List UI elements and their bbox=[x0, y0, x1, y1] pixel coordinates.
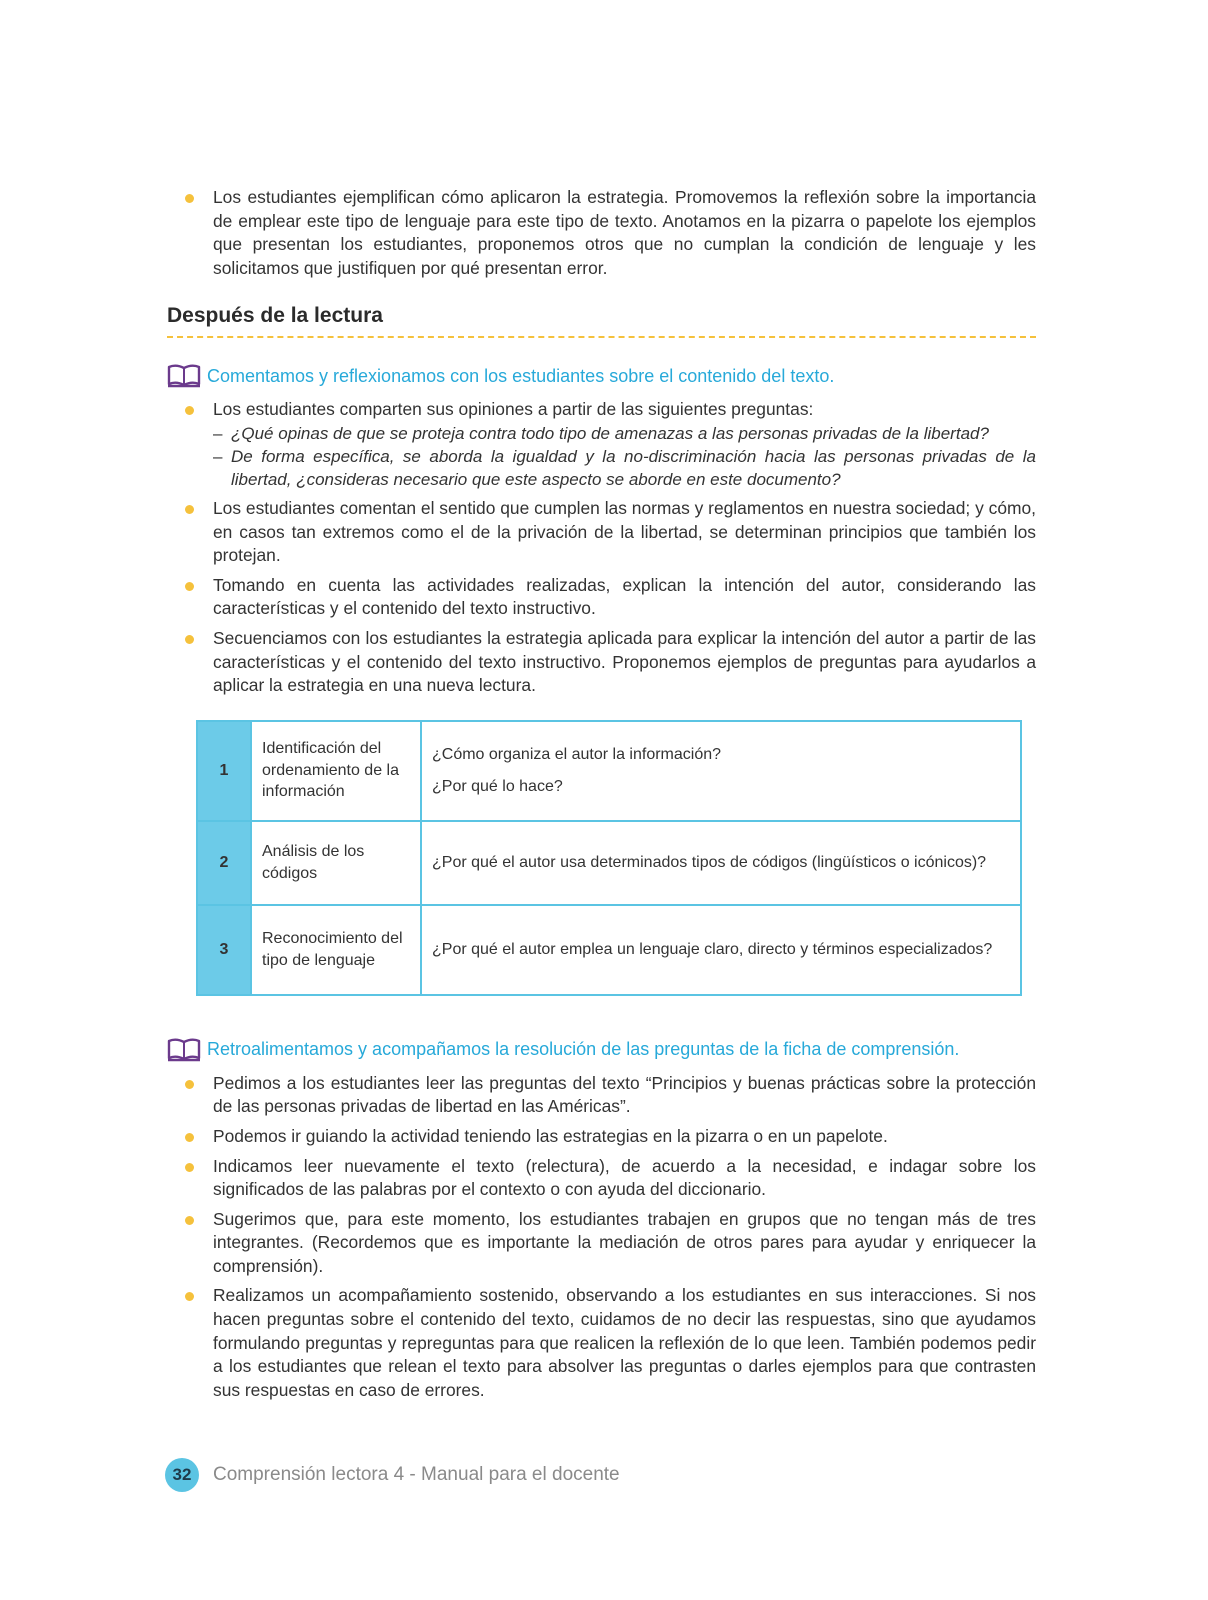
table-row bbox=[197, 721, 1021, 821]
strategy-questions: ¿Por qué el autor emplea un lenguaje claro, directo y términos especializados? bbox=[421, 905, 1021, 995]
subheading-feedback: Retroalimentamos y acompañamos la resolución de las preguntas de la ficha de comprensión. bbox=[167, 1038, 1036, 1062]
bullet-dot bbox=[185, 406, 194, 415]
bullet-dot bbox=[185, 1292, 194, 1301]
strategy-name: Reconocimiento del tipo de lenguaje bbox=[251, 905, 421, 995]
sub-question: – De forma específica, se aborda la igualdad y la no-discriminación hacia las personas privadas de la libertad, ¿consideras necesario que este aspecto se aborde en este documento? bbox=[213, 446, 1036, 489]
row-number: 1 bbox=[197, 721, 251, 821]
bullet-dot bbox=[185, 1133, 194, 1142]
list-item: Secuenciamos con los estudiantes la estrategia aplicada para explicar la intención del autor a partir de las características y el contenido del texto instructivo. Proponemos ejemplos de preguntas para ayudarlos a aplicar la estrategia en una nueva lectura. bbox=[167, 627, 1036, 698]
row-number: 2 bbox=[197, 821, 251, 905]
list-item: Los estudiantes comentan el sentido que cumplen las normas y reglamentos en nuestra sociedad; y cómo, en casos tan extremos como el de la privación de la libertad, se determinan principios que también los protejan. bbox=[167, 497, 1036, 568]
section-title: Después de la lectura bbox=[167, 304, 1036, 338]
table-row bbox=[197, 821, 1021, 905]
page-content bbox=[167, 186, 1036, 1408]
bullet-dot bbox=[185, 635, 194, 644]
page-number: 32 bbox=[165, 1458, 199, 1492]
bullet-dot bbox=[185, 1080, 194, 1089]
list-item: Los estudiantes ejemplifican cómo aplicaron la estrategia. Promovemos la reflexión sobre la importancia de emplear este tipo de lenguaje para este tipo de texto. Anotamos en la pizarra o papelote los ejemplos que presentan los estudiantes, proponemos otros que no cumplan la condición de lenguaje y les solicitamos que justifiquen por qué presentan error. bbox=[167, 186, 1036, 280]
list-item: Tomando en cuenta las actividades realizadas, explican la intención del autor, considerando las características y el contenido del texto instructivo. bbox=[167, 574, 1036, 621]
strategy-questions: ¿Por qué el autor usa determinados tipos de códigos (lingüísticos o icónicos)? bbox=[421, 821, 1021, 905]
comment-list bbox=[167, 398, 1036, 697]
strategy-name: Análisis de los códigos bbox=[251, 821, 421, 905]
strategy-table bbox=[196, 720, 1022, 996]
bullet-dot bbox=[185, 505, 194, 514]
bullet-dot bbox=[185, 1163, 194, 1172]
subheading-comment: Comentamos y reflexionamos con los estudiantes sobre el contenido del texto. bbox=[167, 364, 1036, 388]
footer-title: Comprensión lectora 4 - Manual para el docente bbox=[213, 1464, 620, 1485]
list-item: Podemos ir guiando la actividad teniendo las estrategias en la pizarra o en un papelote. bbox=[167, 1125, 1036, 1149]
list-item: Indicamos leer nuevamente el texto (relectura), de acuerdo a la necesidad, e indagar sobre los significados de las palabras por el contexto o con ayuda del diccionario. bbox=[167, 1155, 1036, 1202]
strategy-questions: ¿Cómo organiza el autor la información? ¿Por qué lo hace? bbox=[421, 721, 1021, 821]
list-item: Los estudiantes comparten sus opiniones a partir de las siguientes preguntas: – ¿Qué opinas de que se proteja contra todo tipo de amenazas a las personas privadas de la libertad? – De forma específica, se aborda la igualdad y la no-discriminación hacia las personas privadas de la libertad, ¿consideras necesario que este aspecto se aborde en este documento? bbox=[167, 398, 1036, 491]
table-row bbox=[197, 905, 1021, 995]
bullet-dot bbox=[185, 582, 194, 591]
book-icon bbox=[167, 364, 201, 388]
list-item: Pedimos a los estudiantes leer las preguntas del texto “Principios y buenas prácticas sobre la protección de las personas privadas de libertad en las Américas”. bbox=[167, 1072, 1036, 1119]
question-sublist bbox=[213, 422, 1036, 491]
strategy-name: Identificación del ordenamiento de la información bbox=[251, 721, 421, 821]
sub-question: – ¿Qué opinas de que se proteja contra todo tipo de amenazas a las personas privadas de la libertad? bbox=[213, 423, 989, 443]
book-icon bbox=[167, 1038, 201, 1062]
feedback-list bbox=[167, 1072, 1036, 1403]
bullet-dot bbox=[185, 194, 194, 203]
list-item: Sugerimos que, para este momento, los estudiantes trabajen en grupos que no tengan más de tres integrantes. (Recordemos que es importante la mediación de otros pares para ayudar y enriquecer la comprensión). bbox=[167, 1208, 1036, 1279]
page-footer bbox=[165, 1458, 620, 1492]
intro-list bbox=[167, 186, 1036, 280]
list-item: Realizamos un acompañamiento sostenido, observando a los estudiantes en sus interacciones. Si nos hacen preguntas sobre el contenido del texto, cuidamos de no decir las respuestas, sino que ayudamos formulando preguntas y repreguntas para que realicen la reflexión de lo que leen. También podemos pedir a los estudiantes que relean el texto para absolver las preguntas o darles ejemplos para que contrasten sus respuestas en caso de errores. bbox=[167, 1284, 1036, 1402]
bullet-dot bbox=[185, 1216, 194, 1225]
row-number: 3 bbox=[197, 905, 251, 995]
